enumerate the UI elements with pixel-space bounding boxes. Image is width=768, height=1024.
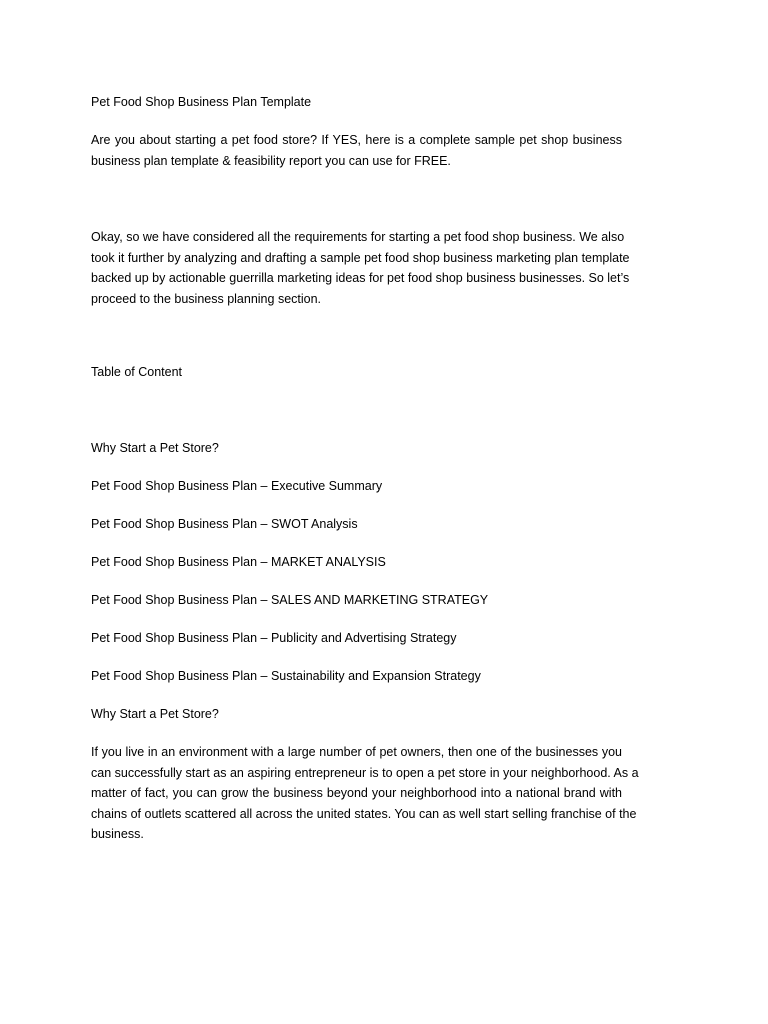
toc-item: Pet Food Shop Business Plan – Sustainability and Expansion Strategy (91, 669, 481, 683)
section-line: can successfully start as an aspiring entrepreneur is to open a pet store in your neighborhood. As a (91, 765, 639, 780)
toc-item: Pet Food Shop Business Plan – SWOT Analysis (91, 517, 358, 531)
document-title: Pet Food Shop Business Plan Template (91, 95, 312, 109)
overview-paragraph (91, 227, 630, 309)
section-line: chains of outlets scattered all across the united states. You can as well start selling franchise of the (91, 806, 637, 821)
section-line: If you live in an environment with a large number of pet owners, then one of the businesses you (91, 745, 622, 759)
overview-line: Okay, so we have considered all the requirements for starting a pet food shop business. We also (91, 230, 625, 244)
overview-line: proceed to the business planning section. (91, 291, 322, 306)
toc-item: Pet Food Shop Business Plan – Executive Summary (91, 479, 383, 493)
section-heading: Why Start a Pet Store? (91, 707, 219, 721)
toc-item: Pet Food Shop Business Plan – SALES AND MARKETING STRATEGY (91, 593, 489, 607)
overview-line: took it further by analyzing and drafting a sample pet food shop business marketing plan template (91, 250, 630, 265)
intro-paragraph (91, 130, 622, 171)
toc-item: Why Start a Pet Store? (91, 441, 219, 455)
intro-line: Are you about starting a pet food store? If YES, here is a complete sample pet shop business (91, 133, 622, 147)
section-line: business. (91, 827, 144, 841)
section-paragraph (91, 742, 639, 845)
overview-line: backed up by actionable guerrilla marketing ideas for pet food shop business businesses. So let’s (91, 271, 630, 285)
toc-item: Pet Food Shop Business Plan – MARKET ANALYSIS (91, 555, 386, 569)
intro-line: business plan template & feasibility report you can use for FREE. (91, 153, 451, 168)
section-line: matter of fact, you can grow the business beyond your neighborhood into a national brand with (91, 786, 622, 800)
toc-heading: Table of Content (91, 365, 183, 379)
toc-item: Pet Food Shop Business Plan – Publicity and Advertising Strategy (91, 631, 457, 645)
